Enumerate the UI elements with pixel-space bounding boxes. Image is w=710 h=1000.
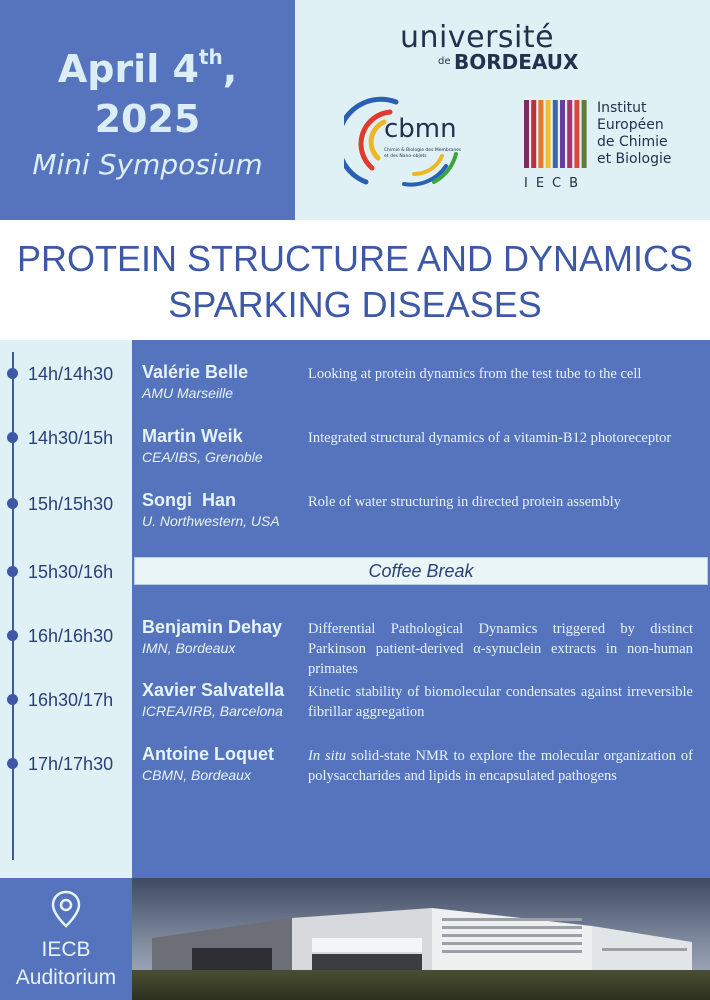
iecb-bar — [574, 100, 579, 168]
iecb-bar — [524, 100, 529, 168]
talk-title: Role of water structuring in directed protein assembly — [308, 494, 621, 510]
speaker-name: Benjamin Dehay — [142, 617, 283, 637]
talk-title: Integrated structural dynamics of a vitamin-B12 photoreceptor — [308, 430, 672, 446]
timeline-dot — [7, 694, 18, 705]
speaker-block — [142, 426, 302, 465]
speaker-name: Xavier Salvatella — [142, 680, 285, 700]
coffee-break-banner: Coffee Break — [134, 557, 708, 585]
slot-time: 15h30/16h — [28, 562, 114, 582]
talk-title: Looking at protein dynamics from the test tube to the cell — [308, 366, 642, 382]
talk-title: Differential Pathological Dynamics triggered by distinct Parkinson patient-derived α-synuclein extracts in non-human primates — [308, 621, 693, 677]
iecb-bars-icon — [522, 100, 592, 170]
speaker-affiliation: CBMN, Bordeaux — [142, 767, 251, 783]
slot-time: 16h/16h30 — [28, 626, 114, 646]
iecb-building-photo — [132, 878, 710, 1000]
slot-time: 15h/15h30 — [28, 494, 114, 514]
iecb-logo: Institut Européen de Chimie et Biologie IECB — [522, 100, 702, 194]
timeline-dot — [7, 566, 18, 577]
timeline-column — [0, 340, 132, 878]
timeline-dot — [7, 368, 18, 379]
speaker-block — [142, 744, 302, 783]
cbmn-arcs-icon — [344, 96, 474, 192]
header-date-panel — [0, 0, 295, 220]
iecb-full-name: Institut Européen de Chimie et Biologie — [597, 100, 672, 167]
event-date: April 4th, 2025 — [57, 45, 238, 141]
talk-title: In situ solid-state NMR to explore the molecular organization of polysaccharides and lipids in encapsulated pathogens — [308, 748, 693, 784]
slot-time: 14h/14h30 — [28, 364, 114, 384]
iecb-bar — [553, 100, 558, 168]
iecb-bar — [546, 100, 551, 168]
iecb-bar — [531, 100, 536, 168]
speaker-name: Valérie Belle — [142, 362, 249, 382]
location-pin-icon — [50, 890, 82, 930]
slot-time: 17h/17h30 — [28, 754, 114, 774]
universite-bordeaux-logo: université de BORDEAUX — [400, 20, 579, 74]
timeline-line — [12, 352, 14, 860]
event-type: Mini Symposium — [32, 148, 263, 181]
speaker-name: Antoine Loquet — [142, 744, 274, 764]
timeline-dot — [7, 758, 18, 769]
slot-time: 14h30/15h — [28, 428, 114, 448]
title-line-1: PROTEIN STRUCTURE AND DYNAMICS — [16, 238, 694, 279]
speaker-affiliation: IMN, Bordeaux — [142, 640, 236, 656]
slot-time: 16h30/17h — [28, 690, 114, 710]
title-band — [0, 220, 710, 340]
iecb-bar — [538, 100, 543, 168]
iecb-bar — [560, 100, 565, 168]
venue-name: IECB Auditorium — [15, 938, 117, 989]
talk-title: Kinetic stability of biomolecular condensates against irreversible fibrillar aggregation — [308, 684, 693, 720]
iecb-bar — [582, 100, 587, 168]
title-line-2: SPARKING DISEASES — [168, 284, 542, 325]
cbmn-logo: cbmn Chimie & Biologie des Membranes et des Nano-objets — [344, 96, 474, 192]
timeline-dot — [7, 432, 18, 443]
program-panel — [132, 340, 710, 878]
speaker-block — [142, 680, 302, 719]
speaker-name: Songi Han — [142, 490, 236, 510]
venue-box — [0, 878, 132, 1000]
timeline-dot — [7, 630, 18, 641]
speaker-block — [142, 362, 302, 401]
iecb-bar — [567, 100, 572, 168]
speaker-block — [142, 617, 302, 656]
speaker-name: Martin Weik — [142, 426, 243, 446]
speaker-affiliation: U. Northwestern, USA — [142, 513, 280, 529]
timeline-dot — [7, 498, 18, 509]
event-year: 2025 — [94, 97, 201, 141]
speaker-affiliation: AMU Marseille — [142, 385, 234, 401]
speaker-block — [142, 490, 302, 529]
speaker-affiliation: CEA/IBS, Grenoble — [142, 449, 263, 465]
speaker-affiliation: ICREA/IRB, Barcelona — [142, 703, 283, 719]
